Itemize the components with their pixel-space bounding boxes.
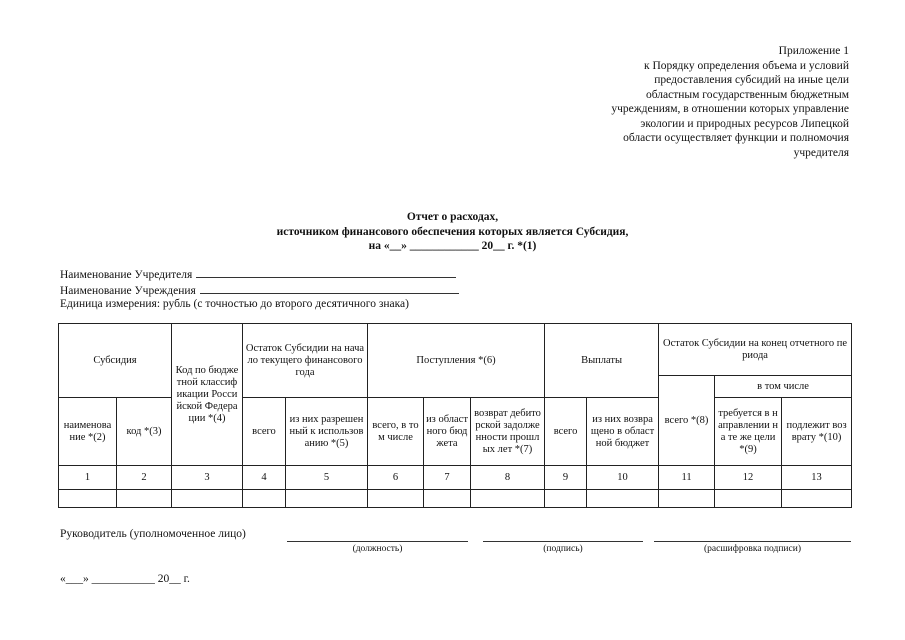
col-total-start: всего — [243, 398, 286, 466]
header-code-bk: Код по бюджетной классификации Российской Федерации *(4) — [172, 324, 243, 466]
header-receipts: Поступления *(6) — [368, 324, 545, 398]
col-code: код *(3) — [117, 398, 172, 466]
position-caption: (должность) — [352, 544, 403, 554]
title-line-2: источником финансового обеспечения которых является Субсидия, — [276, 225, 629, 238]
empty-cell[interactable] — [715, 490, 782, 508]
decode-caption: (расшифровка подписи) — [704, 544, 801, 554]
column-number: 12 — [715, 466, 782, 490]
appendix-line: областным государственным бюджетным — [645, 88, 849, 101]
column-numbers-row — [59, 466, 852, 490]
title-line-3: на «__» ____________ 20__ г. *(1) — [368, 240, 537, 252]
column-number: 6 — [368, 466, 424, 490]
appendix-line: Приложение 1 — [778, 45, 849, 57]
column-number: 11 — [659, 466, 715, 490]
col-required: требуется в направлении на те же цели *(9) — [715, 398, 782, 466]
header-balance-end: Остаток Субсидии на конец отчетного периода — [659, 324, 852, 376]
column-number: 13 — [782, 466, 852, 490]
institution-input-line[interactable] — [200, 283, 459, 294]
empty-cell[interactable] — [471, 490, 545, 508]
empty-cell[interactable] — [59, 490, 117, 508]
header-including: в том числе — [715, 376, 852, 398]
col-to-return: подлежит возврату *(10) — [782, 398, 852, 466]
header-subsidy: Субсидия — [59, 324, 172, 398]
col-regional-budget: из областного бюджета — [424, 398, 471, 466]
empty-cell[interactable] — [424, 490, 471, 508]
column-number: 10 — [587, 466, 659, 490]
decode-line[interactable] — [654, 541, 851, 542]
col-name: наименование *(2) — [59, 398, 117, 466]
column-number: 1 — [59, 466, 117, 490]
empty-cell[interactable] — [659, 490, 715, 508]
header-payments: Выплаты — [545, 324, 659, 398]
col-allowed: из них разрешенный к использованию *(5) — [286, 398, 368, 466]
column-number: 8 — [471, 466, 545, 490]
report-table — [58, 323, 852, 508]
col-total-including: всего, в том числе — [368, 398, 424, 466]
column-number: 4 — [243, 466, 286, 490]
institution-row — [60, 283, 459, 299]
column-number: 2 — [117, 466, 172, 490]
founder-row — [60, 267, 459, 283]
column-number: 7 — [424, 466, 471, 490]
column-number: 9 — [545, 466, 587, 490]
col-returned: из них возвращено в областной бюджет — [587, 398, 659, 466]
appendix-line: экологии и природных ресурсов Липецкой — [640, 117, 849, 130]
appendix-line: учреждениям, в отношении которых управление — [611, 103, 849, 115]
signature-line[interactable] — [483, 541, 643, 542]
empty-cell[interactable] — [243, 490, 286, 508]
founder-input-line[interactable] — [196, 267, 456, 278]
founder-label: Наименование Учредителя — [60, 269, 193, 281]
appendix-line: предоставления субсидий на иные цели — [654, 74, 849, 86]
col-total-8: всего *(8) — [659, 376, 715, 466]
empty-cell[interactable] — [286, 490, 368, 508]
empty-cell[interactable] — [117, 490, 172, 508]
appendix-line: учредителя — [793, 146, 849, 159]
title-line-1: Отчет о расходах, — [406, 211, 499, 223]
head-label: Руководитель (уполномоченное лицо) — [60, 528, 246, 540]
data-row — [59, 490, 852, 508]
column-number: 3 — [172, 466, 243, 490]
appendix-line: к Порядку определения объема и условий — [644, 59, 849, 72]
report-title — [0, 210, 905, 254]
institution-label: Наименование Учреждения — [60, 284, 196, 297]
position-line[interactable] — [287, 541, 468, 542]
empty-cell[interactable] — [782, 490, 852, 508]
unit-label: Единица измерения: рубль (с точностью до второго десятичного знака) — [60, 298, 409, 310]
empty-cell[interactable] — [587, 490, 659, 508]
empty-cell[interactable] — [172, 490, 243, 508]
report-meta — [60, 267, 459, 312]
header-balance-start: Остаток Субсидии на начало текущего финансового года — [243, 324, 368, 398]
appendix-block — [549, 44, 849, 160]
date-line: «___» ___________ 20__ г. — [60, 573, 190, 585]
col-total-payments: всего — [545, 398, 587, 466]
column-number: 5 — [286, 466, 368, 490]
empty-cell[interactable] — [368, 490, 424, 508]
signature-caption: (подпись) — [543, 544, 583, 554]
appendix-line: области осуществляет функции и полномочия — [623, 132, 849, 144]
col-return-debt: возврат дебиторской задолженности прошлых лет *(7) — [471, 398, 545, 466]
empty-cell[interactable] — [545, 490, 587, 508]
